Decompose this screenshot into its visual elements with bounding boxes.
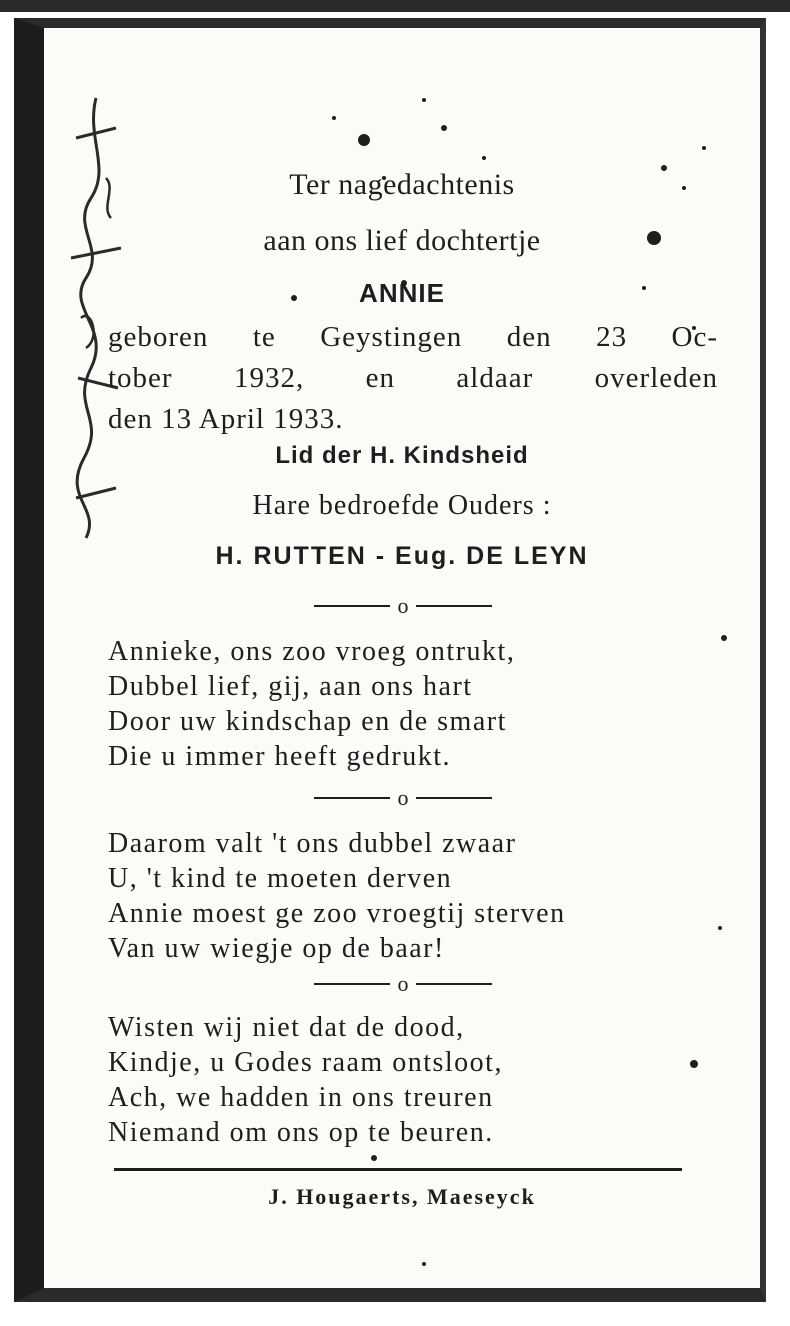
- verse-1-line-2: Dubbel lief, gij, aan ons hart: [108, 671, 473, 702]
- verse-2-line-3: Annie moest ge zoo vroegtij sterven: [108, 898, 566, 929]
- verse-3-line-4: Niemand om ons op te beuren.: [108, 1117, 494, 1148]
- separator-1: o: [314, 594, 492, 618]
- verse-3-line-1: Wisten wij niet dat de dood,: [108, 1012, 465, 1043]
- birth-line-3: den 13 April 1933.: [108, 403, 344, 435]
- verse-2-line-2: U, 't kind te moeten derven: [108, 863, 453, 894]
- membership-line: Lid der H. Kindsheid: [275, 442, 529, 469]
- birth-line-2: tober 1932, en aldaar overleden: [108, 362, 718, 394]
- footer-rule: [114, 1168, 682, 1171]
- verse-2-line-1: Daarom valt 't ons dubbel zwaar: [108, 828, 517, 859]
- verse-1-line-3: Door uw kindschap en de smart: [108, 706, 507, 737]
- verse-1-line-1: Annieke, ons zoo vroeg ontrukt,: [108, 636, 516, 667]
- verse-3-line-3: Ach, we hadden in ons treuren: [108, 1082, 494, 1113]
- card-content: [44, 28, 760, 1288]
- heading-line-2: aan ons lief dochtertje: [263, 224, 541, 257]
- verse-3-line-2: Kindje, u Godes raam ontsloot,: [108, 1047, 503, 1078]
- verse-1-line-4: Die u immer heeft gedrukt.: [108, 741, 452, 772]
- parents-names: H. RUTTEN - Eug. DE LEYN: [215, 542, 589, 570]
- birth-line-1: geboren te Geystingen den 23 Oc-: [108, 321, 718, 353]
- heading-line-1: Ter nagedachtenis: [289, 168, 515, 201]
- separator-3: o: [314, 972, 492, 996]
- top-frame-edge: [0, 0, 790, 12]
- memorial-card: [14, 18, 766, 1302]
- deceased-name: ANNIE: [359, 278, 445, 308]
- separator-2: o: [314, 786, 492, 810]
- handwritten-signature: [56, 78, 136, 548]
- verse-2-line-4: Van uw wiegje op de baar!: [108, 933, 445, 964]
- parents-intro: Hare bedroefde Ouders :: [252, 490, 552, 521]
- printer-credit: J. Hougaerts, Maeseyck: [268, 1184, 536, 1209]
